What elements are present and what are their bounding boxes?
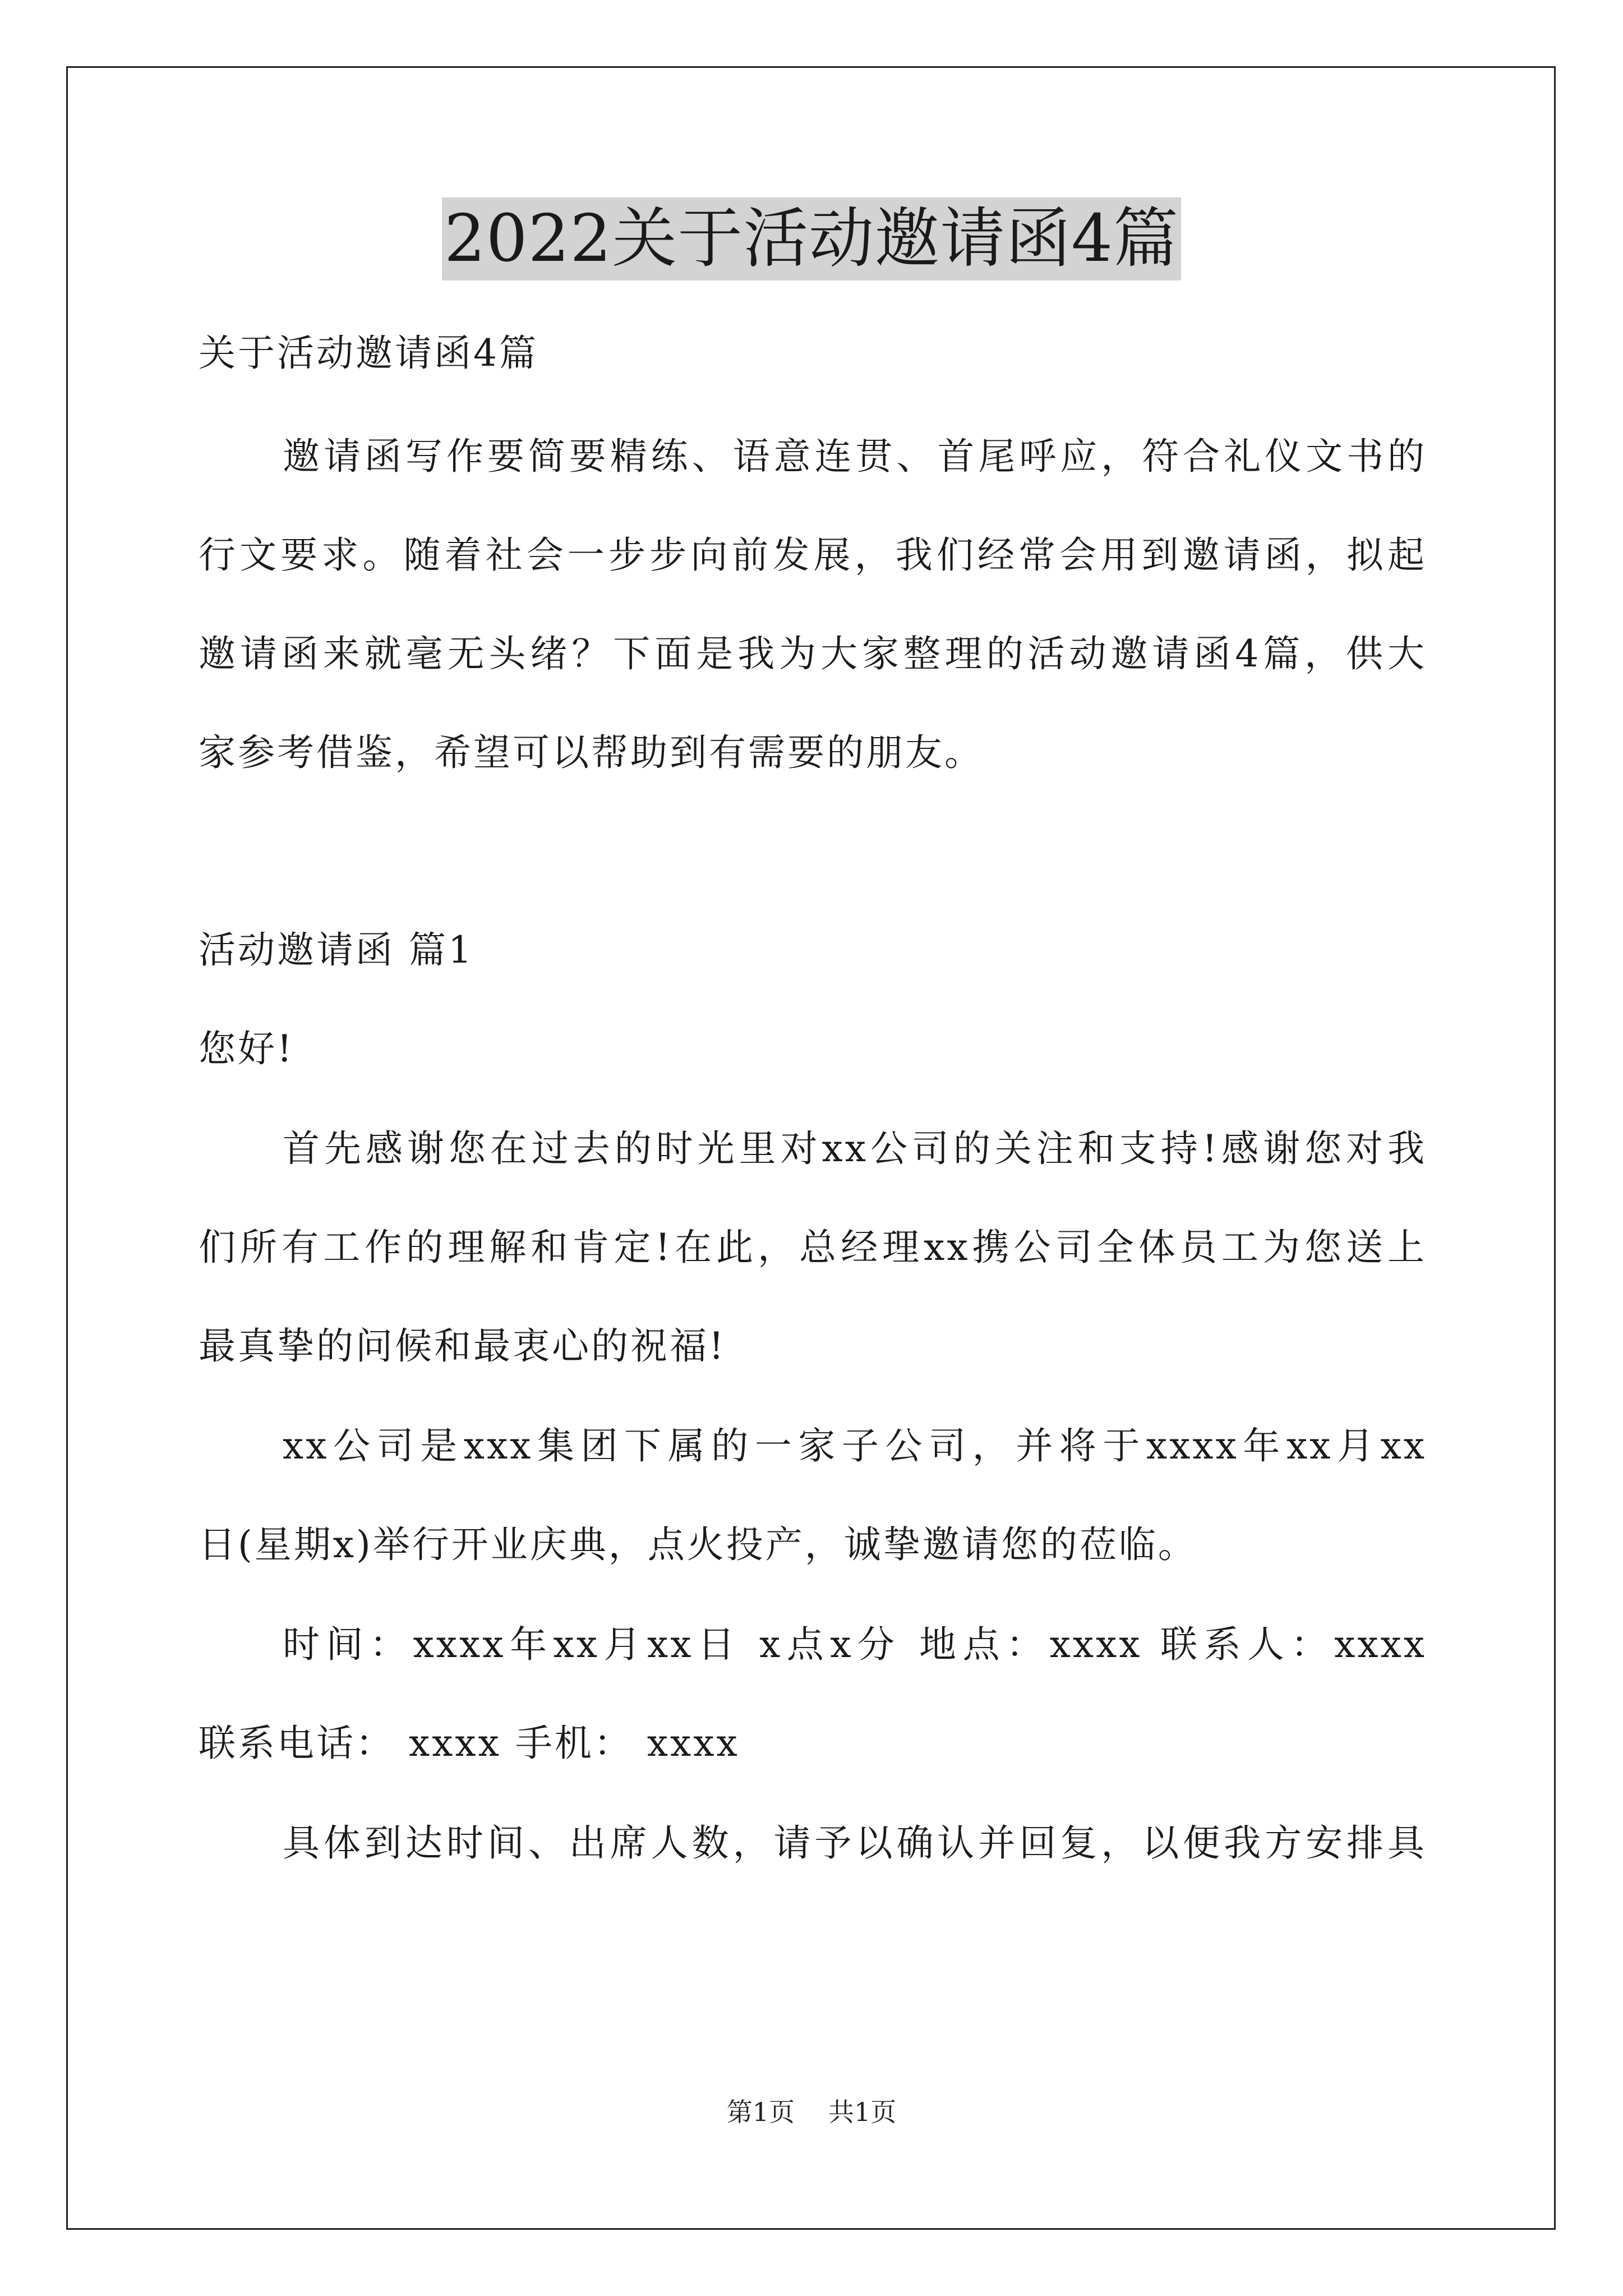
intro-line: 行文要求。随着社会一步步向前发展，我们经常会用到邀请函，拟起 xyxy=(199,533,1427,577)
intro-line: 邀请函来就毫无头绪？下面是我为大家整理的活动邀请函4篇，供大 xyxy=(199,632,1427,675)
paragraph-line: 时间：xxxx年xx月xx日 x点x分 地点：xxxx 联系人：xxxx xyxy=(283,1623,1427,1666)
paragraph-line: xx公司是xxx集团下属的一家子公司，并将于xxxx年xx月xx xyxy=(283,1424,1427,1467)
page-number: 第1页 xyxy=(726,2097,795,2127)
section-heading: 活动邀请函 篇1 xyxy=(199,928,474,972)
greeting: 您好! xyxy=(199,1027,294,1070)
title-container xyxy=(0,197,1623,280)
intro-line: 家参考借鉴，希望可以帮助到有需要的朋友。 xyxy=(199,731,984,774)
paragraph-line: 们所有工作的理解和肯定!在此，总经理xx携公司全体员工为您送上 xyxy=(199,1226,1427,1269)
paragraph-line: 最真挚的问候和最衷心的祝福! xyxy=(199,1324,726,1368)
paragraph-line: 联系电话： xxxx 手机： xxxx xyxy=(199,1722,740,1765)
subtitle: 关于活动邀请函4篇 xyxy=(199,332,538,375)
page-total: 共1页 xyxy=(828,2097,897,2127)
document-title: 2022关于活动邀请函4篇 xyxy=(442,197,1181,280)
paragraph-line: 具体到达时间、出席人数，请予以确认并回复，以便我方安排具 xyxy=(283,1821,1427,1865)
document-body xyxy=(199,303,1427,1871)
intro-line: 邀请函写作要简要精练、语意连贯、首尾呼应，符合礼仪文书的 xyxy=(283,435,1427,478)
paragraph-line: 首先感谢您在过去的时光里对xx公司的关注和支持!感谢您对我 xyxy=(283,1127,1427,1170)
paragraph-line: 日(星期x)举行开业庆典，点火投产，诚挚邀请您的莅临。 xyxy=(199,1523,1197,1566)
page-footer xyxy=(0,2095,1623,2129)
